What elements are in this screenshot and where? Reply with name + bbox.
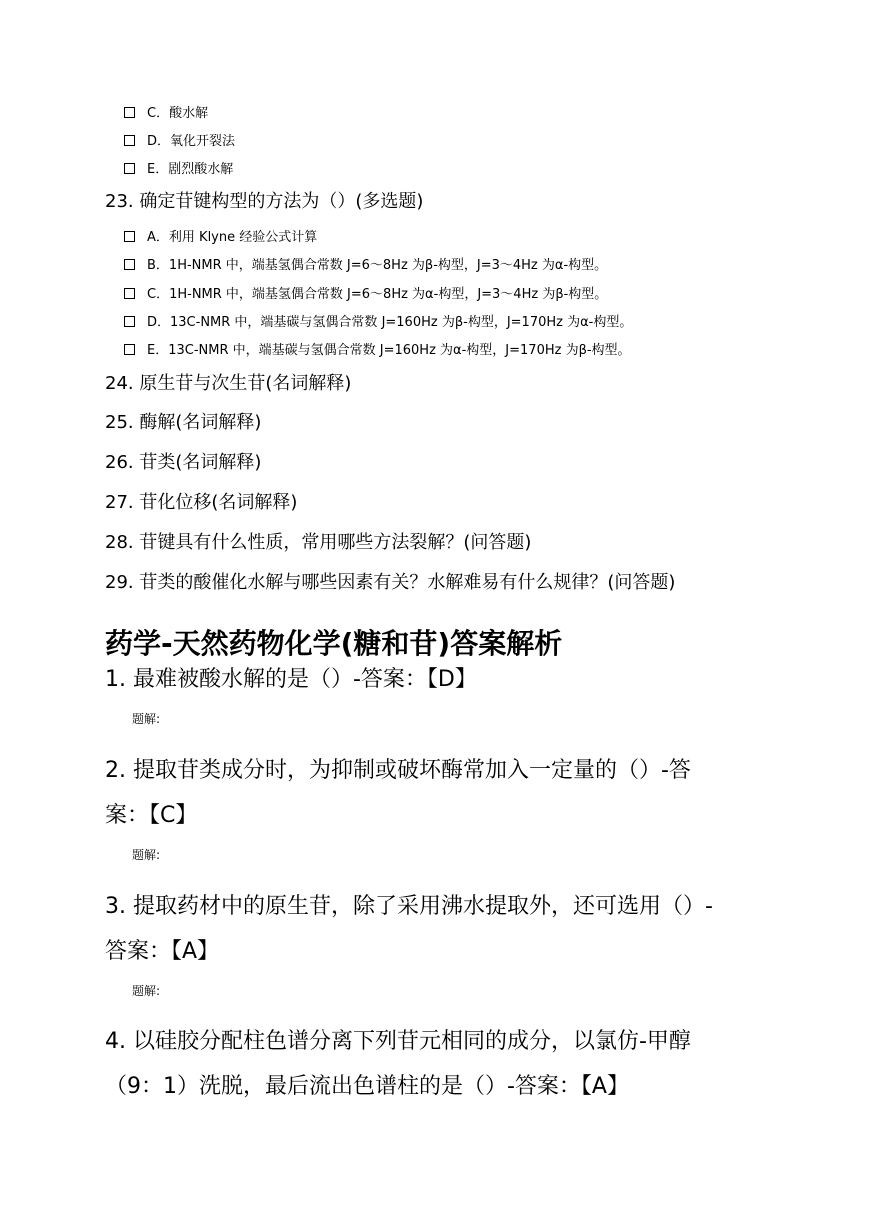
option-23-e [124,342,631,360]
option-23-a [124,229,317,247]
option-letter: A． [147,230,169,245]
checkbox-square-icon [124,259,135,270]
answer-section-heading: 药学-天然药物化学(糖和苷)答案解析 [105,627,563,660]
option-letter: E． [147,162,169,177]
solution-label-3: 题解: [132,984,161,998]
question-26: 26. 苷类(名词解释) [105,452,262,473]
option-letter: D． [147,315,171,330]
option-22-d [124,133,235,151]
option-letter: E． [147,343,169,358]
answer-1: 1. 最难被酸水解的是（）-答案：【D】 [105,667,477,692]
question-27: 27. 苷化位移(名词解释) [105,492,298,513]
option-text: 1H-NMR 中，端基氢偶合常数 J=6～8Hz 为α-构型，J=3～4Hz 为β-构型。 [169,287,608,302]
option-23-b [124,257,607,275]
checkbox-square-icon [124,288,135,299]
answer-2-line1: 2. 提取苷类成分时，为抑制或破坏酶常加入一定量的（）-答 [105,758,691,783]
question-25: 25. 酶解(名词解释) [105,412,262,433]
checkbox-square-icon [124,316,135,327]
option-22-c [124,105,208,123]
option-22-e [124,161,233,179]
checkbox-square-icon [124,163,135,174]
answer-2-line2: 案：【C】 [105,803,198,828]
question-24: 24. 原生苷与次生苷(名词解释) [105,373,352,394]
option-text: 13C-NMR 中，端基碳与氢偶合常数 J=160Hz 为β-构型，J=170Hz 为α-构型。 [170,315,633,330]
answer-4-line2: （9：1）洗脱，最后流出色谱柱的是（）-答案：【A】 [105,1074,629,1099]
option-letter: C． [147,287,170,302]
answer-4-line1: 4. 以硅胶分配柱色谱分离下列苷元相同的成分，以氯仿-甲醇 [105,1029,691,1054]
answer-3-line1: 3. 提取药材中的原生苷，除了采用沸水提取外，还可选用（）- [105,894,713,919]
question-28: 28. 苷键具有什么性质，常用哪些方法裂解？(问答题) [105,532,532,553]
solution-label-2: 题解: [132,848,161,862]
option-text: 酸水解 [169,106,209,121]
option-letter: D． [147,134,171,149]
solution-label-1: 题解: [132,712,161,726]
option-text: 1H-NMR 中，端基氢偶合常数 J=6～8Hz 为β-构型，J=3～4Hz 为α-构型。 [168,258,608,273]
question-23: 23. 确定苷键构型的方法为（）(多选题) [105,191,424,212]
option-text: 13C-NMR 中，端基碳与氢偶合常数 J=160Hz 为α-构型，J=170Hz 为β-构型。 [168,343,631,358]
checkbox-square-icon [124,107,135,118]
option-letter: B． [147,258,169,273]
checkbox-square-icon [124,344,135,355]
option-text: 氧化开裂法 [170,134,236,149]
checkbox-square-icon [124,135,135,146]
option-text: 剧烈酸水解 [168,162,234,177]
checkbox-square-icon [124,231,135,242]
option-text: 利用 Klyne 经验公式计算 [168,230,318,245]
option-letter: C． [147,106,170,121]
question-29: 29. 苷类的酸催化水解与哪些因素有关？水解难易有什么规律？(问答题) [105,572,676,593]
answer-3-line2: 答案：【A】 [105,939,220,964]
option-23-d [124,314,632,332]
option-23-c [124,286,607,304]
